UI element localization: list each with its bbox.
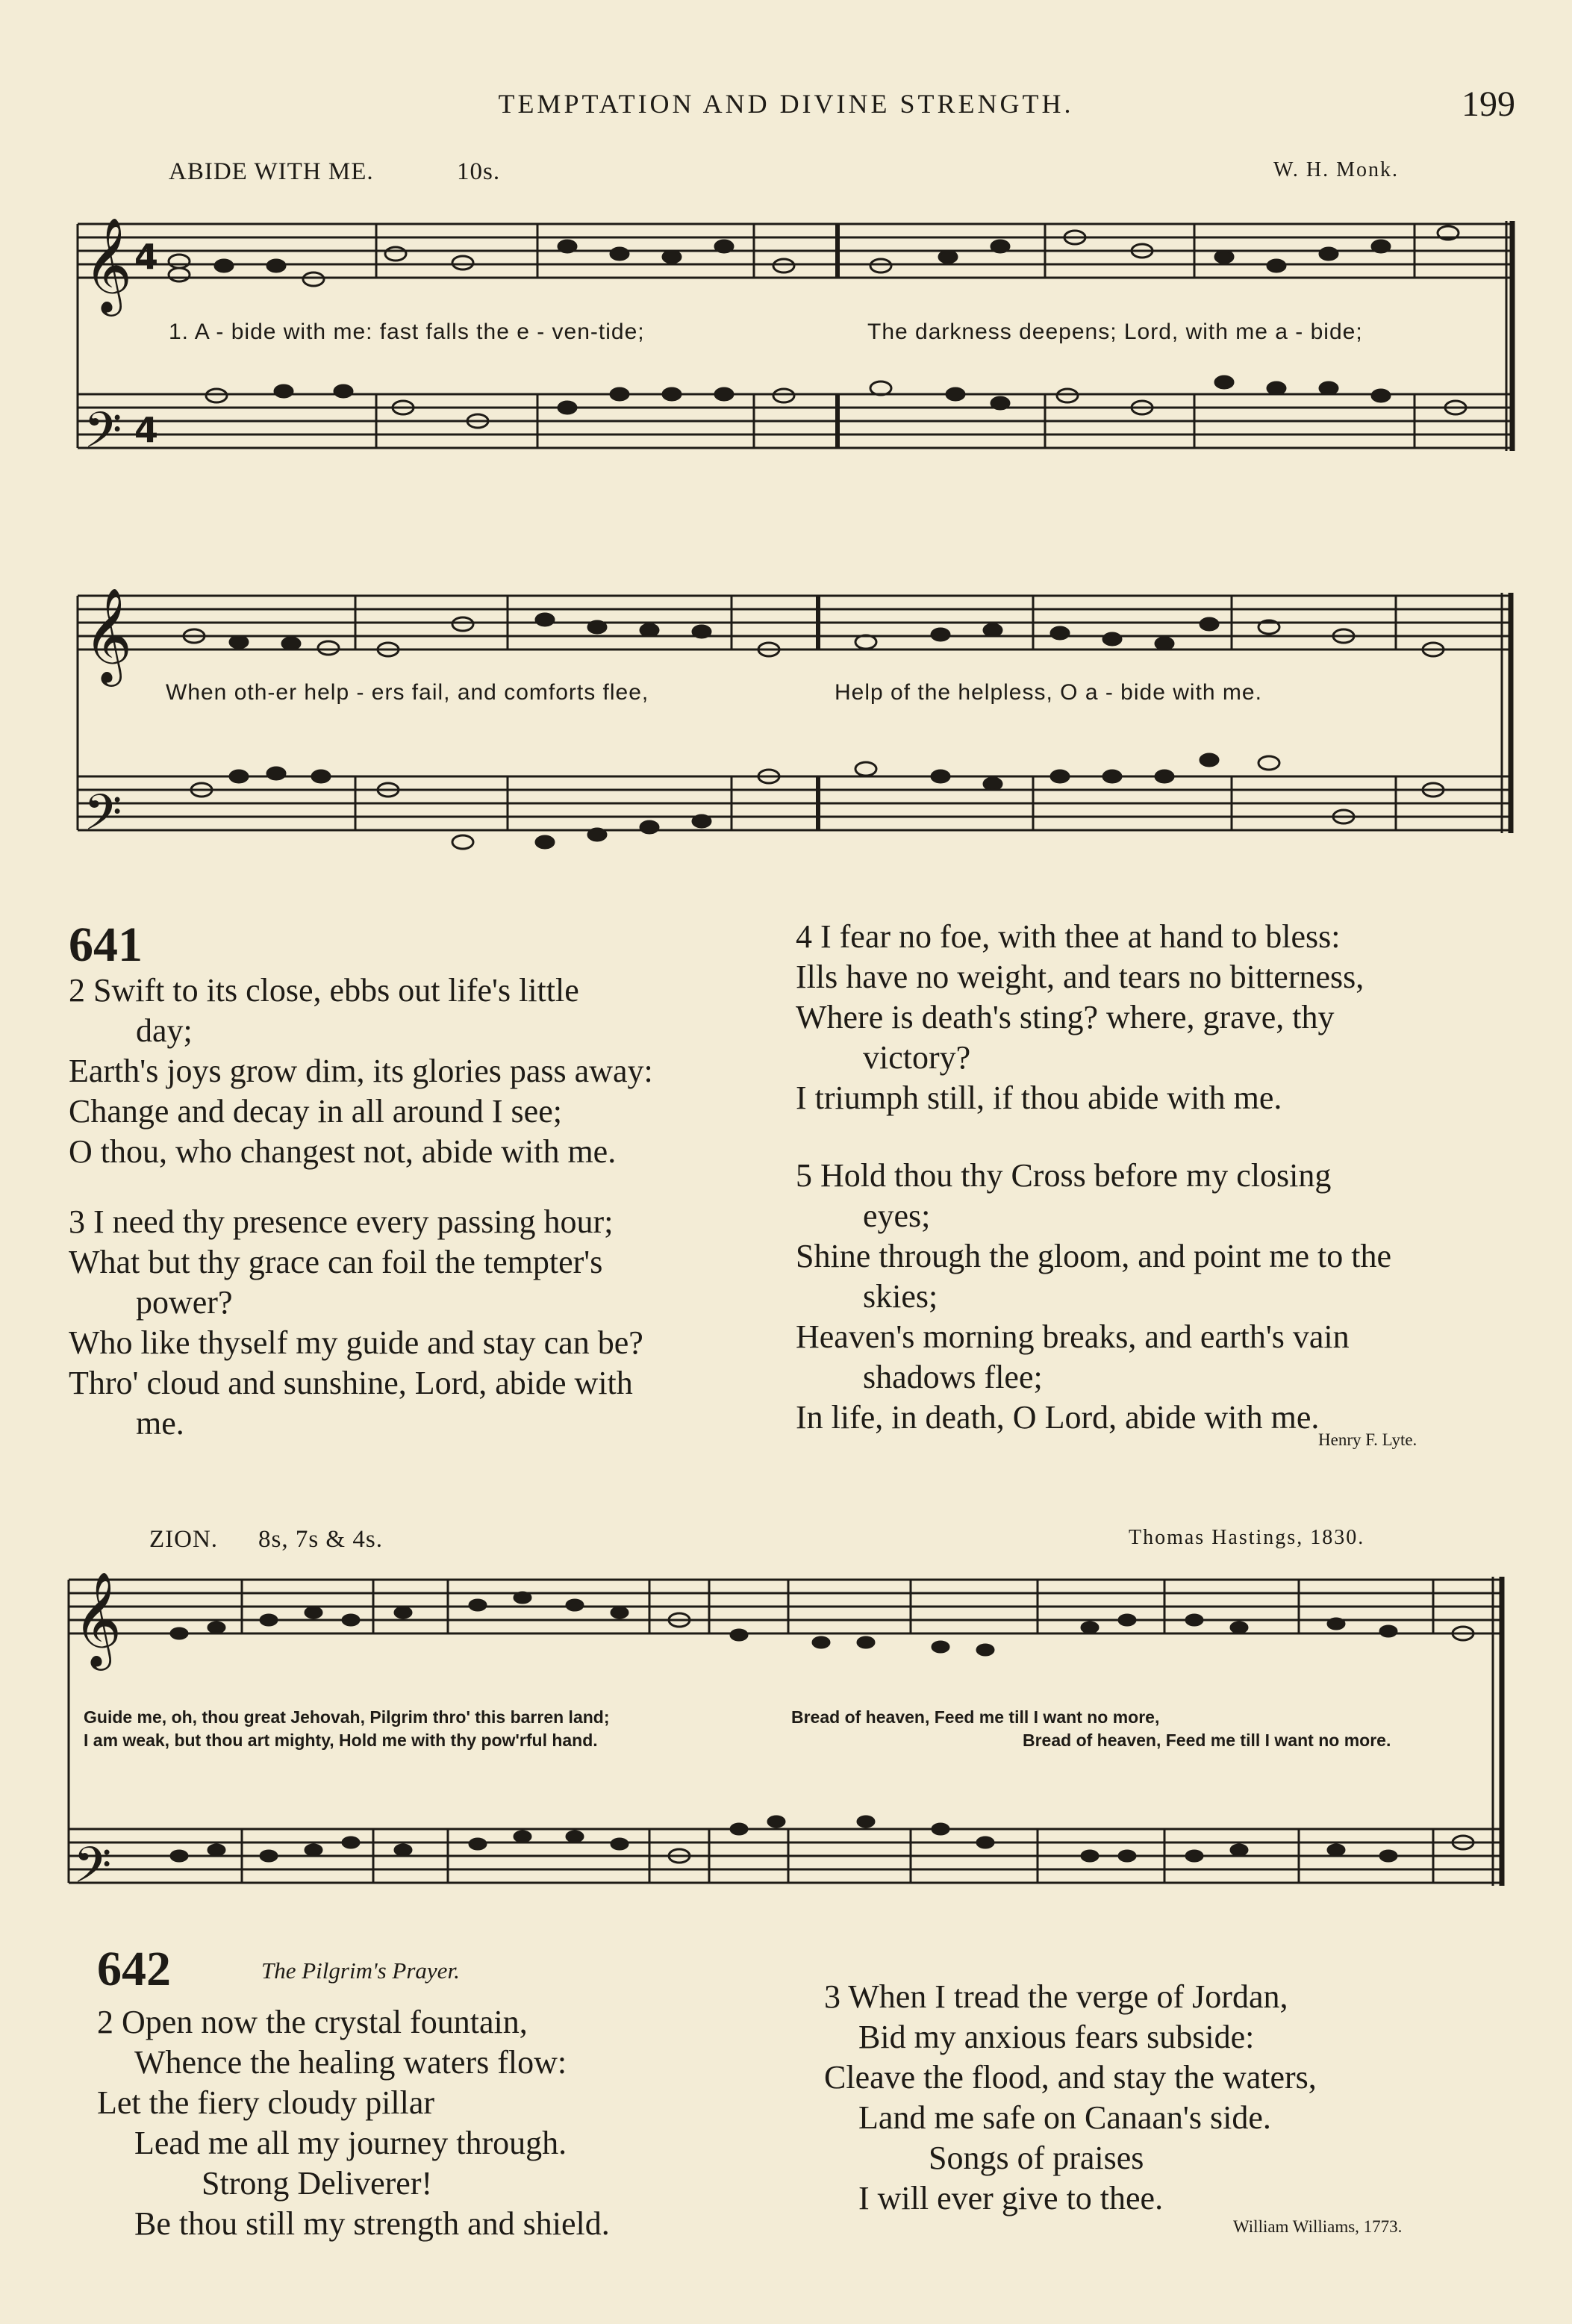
verse-line: I triumph still, if thou abide with me. <box>796 1080 1282 1116</box>
tune-meter-zion: 8s, 7s & 4s. <box>258 1526 383 1553</box>
verse-line: skies; <box>863 1278 938 1315</box>
lyric-abide-line1b: The darkness deepens; Lord, with me a - bide; <box>867 320 1363 344</box>
verse-line: What but thy grace can foil the tempter's <box>69 1244 603 1280</box>
tune-name-abide: ABIDE WITH ME. <box>169 158 374 185</box>
verse-line: O thou, who changest not, abide with me. <box>69 1133 617 1170</box>
verse-line: Earth's joys grow dim, its glories pass away: <box>69 1053 653 1089</box>
lyric-abide-line2: When oth-er help - ers fail, and comforts flee, <box>166 680 649 705</box>
verse-line: Shine through the gloom, and point me to the <box>796 1238 1392 1274</box>
treble-clef-icon: 𝄞 <box>84 216 133 312</box>
verse-line: 2 Swift to its close, ebbs out life's little <box>69 972 579 1009</box>
lyric-zion-b1: Bread of heaven, Feed me till I want no more, <box>791 1707 1160 1727</box>
lyric-zion-a1: Guide me, oh, thou great Jehovah, Pilgrim thro' this barren land; <box>84 1707 610 1727</box>
author-641: Henry F. Lyte. <box>1318 1430 1417 1449</box>
verse-line: 4 I fear no foe, with thee at hand to bless: <box>796 918 1341 955</box>
bass-clef-icon: 𝄢 <box>73 1837 112 1906</box>
verse-line: Bid my anxious fears subside: <box>858 2019 1255 2055</box>
lyric-abide-line2b: Help of the helpless, O a - bide with me. <box>835 680 1262 705</box>
verse-line: Ills have no weight, and tears no bitterness, <box>796 959 1364 995</box>
verse-line: victory? <box>863 1039 971 1076</box>
page-number: 199 <box>1462 84 1515 124</box>
svg-text:4: 4 <box>134 237 159 277</box>
verse-642-left <box>97 2002 610 2244</box>
verse-line: day; <box>136 1012 193 1049</box>
verse-line: Be thou still my strength and shield. <box>134 2205 610 2242</box>
verse-line: eyes; <box>863 1197 931 1234</box>
verse-line: Land me safe on Canaan's side. <box>858 2099 1271 2136</box>
verse-line: Let the fiery cloudy pillar <box>97 2084 435 2121</box>
verse-line: 5 Hold thou thy Cross before my closing <box>796 1157 1332 1194</box>
bass-clef-icon: 𝄢 <box>84 784 122 853</box>
verse-line: Change and decay in all around I see; <box>69 1093 562 1130</box>
verse-line: me. <box>136 1405 184 1442</box>
composer-zion: Thomas Hastings, 1830. <box>1129 1526 1365 1549</box>
verse-line: shadows flee; <box>863 1359 1043 1395</box>
verse-line: Strong Deliverer! <box>202 2165 433 2202</box>
lyric-abide-line1: 1. A - bide with me: fast falls the e - ven-tide; <box>169 320 645 344</box>
verse-line: Cleave the flood, and stay the waters, <box>824 2059 1317 2096</box>
verse-line: I will ever give to thee. <box>858 2180 1164 2216</box>
tune-meter-abide: 10s. <box>457 158 501 185</box>
verse-line: Heaven's morning breaks, and earth's vain <box>796 1318 1350 1355</box>
verse-line: power? <box>136 1284 233 1321</box>
verse-line: Whence the healing waters flow: <box>134 2044 567 2081</box>
tune-name-zion: ZION. <box>149 1526 219 1553</box>
verse-line: 2 Open now the crystal fountain, <box>97 2004 528 2040</box>
lyric-zion-a2: I am weak, but thou art mighty, Hold me with thy pow'rful hand. <box>84 1730 598 1750</box>
verse-line: 3 When I tread the verge of Jordan, <box>824 1978 1288 2015</box>
verse-line: In life, in death, O Lord, abide with me. <box>796 1399 1320 1436</box>
verse-line: Who like thyself my guide and stay can be? <box>69 1324 643 1361</box>
verse-line: Where is death's sting? where, grave, thy <box>796 999 1335 1035</box>
treble-clef-icon: 𝄞 <box>73 1571 122 1666</box>
lyric-zion-b2: Bread of heaven, Feed me till I want no more. <box>1023 1730 1391 1750</box>
verse-line: 3 I need thy presence every passing hour; <box>69 1203 614 1240</box>
hymn-number-642: 642 <box>97 1942 171 1996</box>
verse-line: Thro' cloud and sunshine, Lord, abide with <box>69 1365 633 1401</box>
hymn-number-641: 641 <box>69 918 143 972</box>
bass-clef-icon: 𝄢 <box>84 402 122 471</box>
verse-642-right <box>824 1977 1317 2219</box>
running-head: TEMPTATION AND DIVINE STRENGTH. <box>498 89 1074 119</box>
treble-clef-icon: 𝄞 <box>84 587 133 682</box>
verse-line: Songs of praises <box>929 2140 1144 2176</box>
composer-abide: W. H. Monk. <box>1273 158 1399 181</box>
svg-text:4: 4 <box>134 410 159 450</box>
author-642: William Williams, 1773. <box>1233 2217 1403 2236</box>
verse-line: Lead me all my journey through. <box>134 2125 567 2161</box>
hymn-subtitle-642: The Pilgrim's Prayer. <box>261 1957 460 1984</box>
